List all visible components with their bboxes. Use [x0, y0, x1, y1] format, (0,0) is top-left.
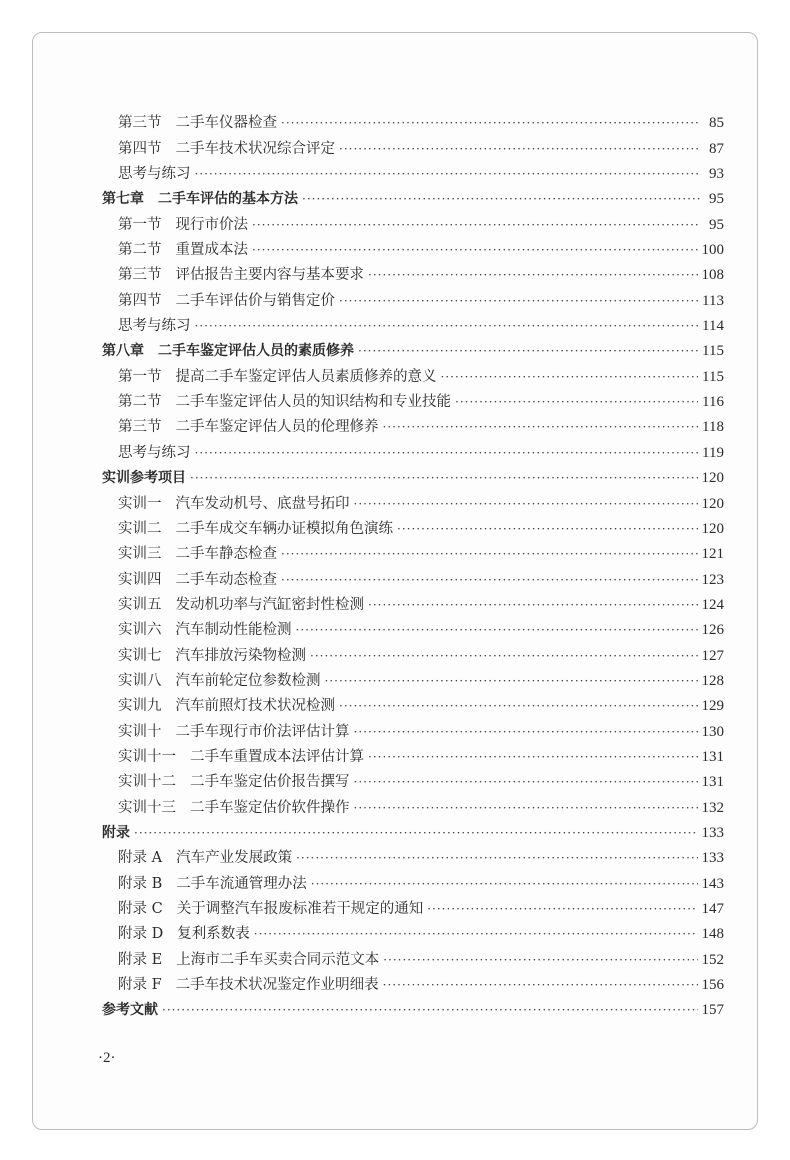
toc-section-entry — [102, 364, 724, 389]
toc-section-entry — [102, 897, 724, 922]
dot-leader — [302, 187, 700, 212]
entry-page-number: 87 — [709, 140, 724, 157]
entry-title: 重置成本法 — [175, 242, 248, 259]
toc-section-entry — [102, 288, 724, 313]
dot-leader — [368, 745, 698, 770]
entry-page-number: 95 — [709, 216, 724, 233]
dot-leader — [368, 263, 698, 288]
toc-section-entry — [102, 238, 724, 263]
toc-section-entry — [102, 618, 724, 643]
dot-leader — [358, 339, 698, 364]
entry-page-number: 116 — [702, 394, 724, 411]
toc-chapter-entry — [102, 821, 724, 846]
entry-page-number: 133 — [701, 824, 724, 841]
entry-page-number: 119 — [702, 444, 724, 461]
entry-title: 汽车发动机号、底盘号拓印 — [175, 495, 350, 512]
dot-leader — [368, 593, 698, 618]
entry-page-number: 128 — [701, 672, 724, 689]
entry-label: 第七章 — [102, 191, 144, 208]
toc-section-entry — [102, 542, 724, 567]
toc-section-entry — [102, 770, 724, 795]
dot-leader — [254, 922, 698, 947]
dot-leader — [339, 289, 698, 314]
entry-label: 附录 B — [118, 875, 163, 892]
dot-leader — [311, 872, 698, 897]
entry-title: 二手车鉴定估价报告撰写 — [190, 774, 350, 791]
entry-title: 二手车鉴定评估人员的素质修养 — [158, 343, 354, 360]
entry-title: 上海市二手车买卖合同示范文本 — [176, 951, 380, 968]
toc-section-entry — [102, 567, 724, 592]
entry-page-number: 85 — [709, 115, 724, 132]
entry-title: 参考文献 — [102, 1002, 158, 1019]
entry-page-number: 131 — [701, 774, 724, 791]
entry-label: 实训十 — [118, 723, 162, 740]
dot-leader — [310, 644, 698, 669]
entry-label: 附录 C — [118, 901, 163, 917]
page-number: ·2· — [98, 1050, 116, 1066]
entry-label: 第三节 — [118, 267, 162, 284]
dot-leader — [281, 542, 698, 567]
toc-section-entry — [102, 871, 724, 896]
entry-title: 评估报告主要内容与基本要求 — [175, 267, 364, 284]
entry-title: 二手车静态检查 — [175, 546, 277, 563]
dot-leader — [325, 669, 698, 694]
entry-label: 实训三 — [118, 546, 162, 563]
entry-page-number: 156 — [701, 977, 724, 994]
entry-page-number: 129 — [701, 698, 724, 715]
entry-title: 汽车前照灯技术状况检测 — [175, 698, 335, 715]
toc-section-entry — [102, 440, 724, 465]
dot-leader — [455, 390, 698, 415]
toc-section-entry — [102, 212, 724, 237]
entry-page-number: 123 — [701, 571, 724, 588]
entry-label: 附录 E — [118, 951, 163, 968]
dot-leader — [195, 441, 699, 466]
entry-label: 实训四 — [118, 571, 162, 588]
entry-label: 实训十一 — [118, 748, 176, 765]
entry-label: 实训九 — [118, 698, 162, 715]
entry-page-number: 130 — [701, 723, 724, 740]
entry-title: 汽车产业发展政策 — [176, 850, 293, 867]
entry-label: 第三节 — [118, 419, 162, 436]
entry-title: 汽车排放污染物检测 — [175, 647, 306, 664]
toc-section-entry — [102, 947, 724, 972]
entry-page-number: 157 — [701, 1002, 724, 1019]
toc-chapter-entry — [102, 339, 724, 364]
entry-title: 二手车评估价与销售定价 — [175, 292, 335, 309]
dot-leader — [296, 846, 697, 871]
entry-page-number: 120 — [701, 470, 724, 487]
toc-section-entry — [102, 669, 724, 694]
dot-leader — [252, 238, 698, 263]
entry-title: 二手车鉴定评估人员的知识结构和专业技能 — [175, 394, 451, 411]
entry-page-number: 143 — [701, 875, 724, 892]
entry-title: 二手车评估的基本方法 — [158, 191, 298, 208]
entry-title: 汽车制动性能检测 — [175, 622, 292, 639]
toc-section-entry — [102, 517, 724, 542]
entry-label: 附录 A — [118, 850, 163, 867]
entry-title: 二手车仪器检查 — [175, 115, 277, 132]
toc-section-entry — [102, 415, 724, 440]
entry-title: 关于调整汽车报废标准若干规定的通知 — [176, 901, 424, 917]
toc-section-entry — [102, 922, 724, 947]
entry-label: 实训一 — [118, 495, 162, 512]
entry-page-number: 120 — [701, 495, 724, 512]
dot-leader — [354, 770, 698, 795]
dot-leader — [134, 821, 698, 846]
toc-section-entry — [102, 694, 724, 719]
entry-page-number: 93 — [709, 166, 724, 183]
entry-label: 第三节 — [118, 115, 162, 132]
entry-title: 二手车技术状况鉴定作业明细表 — [175, 977, 379, 994]
entry-page-number: 121 — [701, 546, 724, 563]
dot-leader — [190, 466, 698, 491]
entry-title: 二手车现行市价法评估计算 — [175, 723, 350, 740]
entry-title: 二手车成交车辆办证模拟角色演练 — [175, 520, 393, 537]
table-of-contents — [102, 111, 724, 1023]
entry-label: 第一节 — [118, 368, 162, 385]
entry-page-number: 114 — [702, 318, 724, 335]
entry-page-number: 100 — [701, 242, 724, 259]
dot-leader — [281, 111, 700, 136]
dot-leader — [195, 314, 699, 339]
entry-page-number: 133 — [701, 850, 724, 867]
entry-label: 实训十二 — [118, 774, 176, 791]
dot-leader — [281, 568, 698, 593]
entry-title: 复利系数表 — [177, 926, 250, 943]
toc-section-entry — [102, 314, 724, 339]
toc-section-entry — [102, 795, 724, 820]
dot-leader — [162, 998, 698, 1023]
toc-section-entry — [102, 719, 724, 744]
dot-leader — [195, 162, 701, 187]
dot-leader — [397, 517, 698, 542]
entry-label: 实训六 — [118, 622, 162, 639]
entry-label: 附录 D — [118, 926, 164, 943]
toc-section-entry — [102, 593, 724, 618]
dot-leader — [383, 415, 699, 440]
entry-title: 现行市价法 — [175, 216, 248, 233]
entry-title: 发动机功率与汽缸密封性检测 — [175, 596, 364, 613]
toc-section-entry — [102, 491, 724, 516]
entry-title: 提高二手车鉴定评估人员素质修养的意义 — [175, 368, 437, 385]
dot-leader — [441, 365, 699, 390]
dot-leader — [383, 948, 697, 973]
toc-section-entry — [102, 136, 724, 161]
entry-label: 第一节 — [118, 216, 162, 233]
dot-leader — [354, 796, 698, 821]
entry-title: 二手车重置成本法评估计算 — [190, 748, 364, 765]
dot-leader — [339, 694, 698, 719]
entry-page-number: 127 — [701, 647, 724, 664]
toc-section-entry — [102, 973, 724, 998]
entry-title: 思考与练习 — [118, 318, 191, 335]
dot-leader — [383, 973, 698, 998]
entry-label: 实训七 — [118, 647, 162, 664]
entry-page-number: 118 — [702, 419, 724, 436]
toc-chapter-entry — [102, 998, 724, 1023]
entry-page-number: 120 — [701, 520, 724, 537]
entry-label: 实训五 — [118, 596, 162, 613]
entry-title: 附录 — [102, 824, 130, 841]
entry-label: 附录 F — [118, 977, 162, 994]
entry-title: 二手车鉴定评估人员的伦理修养 — [175, 419, 379, 436]
entry-title: 思考与练习 — [118, 166, 191, 183]
entry-page-number: 131 — [701, 748, 724, 765]
entry-page-number: 113 — [702, 292, 724, 309]
entry-title: 思考与练习 — [118, 444, 191, 461]
entry-title: 二手车技术状况综合评定 — [175, 140, 335, 157]
entry-title: 二手车鉴定估价软件操作 — [190, 799, 350, 816]
entry-label: 第二节 — [118, 394, 162, 411]
entry-title: 二手车流通管理办法 — [176, 875, 307, 892]
dot-leader — [354, 720, 698, 745]
entry-label: 第二节 — [118, 242, 162, 259]
dot-leader — [252, 213, 700, 238]
dot-leader — [296, 618, 698, 643]
toc-chapter-entry — [102, 187, 724, 212]
toc-section-entry — [102, 745, 724, 770]
entry-label: 第四节 — [118, 140, 162, 157]
entry-title: 实训参考项目 — [102, 470, 186, 487]
dot-leader — [339, 137, 700, 162]
entry-page-number: 108 — [701, 267, 724, 284]
entry-page-number: 115 — [702, 368, 724, 385]
entry-label: 实训八 — [118, 672, 162, 689]
entry-page-number: 147 — [701, 901, 724, 917]
entry-page-number: 126 — [701, 622, 724, 639]
toc-section-entry — [102, 846, 724, 871]
entry-page-number: 148 — [701, 926, 724, 943]
toc-section-entry — [102, 162, 724, 187]
entry-label: 实训十三 — [118, 799, 176, 816]
entry-page-number: 124 — [701, 596, 724, 613]
dot-leader — [354, 492, 698, 517]
dot-leader — [427, 897, 697, 922]
toc-chapter-entry — [102, 466, 724, 491]
entry-page-number: 152 — [701, 951, 724, 968]
entry-title: 二手车动态检查 — [175, 571, 277, 588]
entry-label: 第八章 — [102, 343, 144, 360]
entry-page-number: 115 — [702, 343, 724, 360]
entry-page-number: 132 — [701, 799, 724, 816]
toc-section-entry — [102, 111, 724, 136]
toc-section-entry — [102, 263, 724, 288]
toc-section-entry — [102, 390, 724, 415]
entry-page-number: 95 — [709, 191, 724, 208]
entry-title: 汽车前轮定位参数检测 — [175, 672, 321, 689]
entry-label: 第四节 — [118, 292, 162, 309]
entry-label: 实训二 — [118, 520, 162, 537]
toc-section-entry — [102, 643, 724, 668]
